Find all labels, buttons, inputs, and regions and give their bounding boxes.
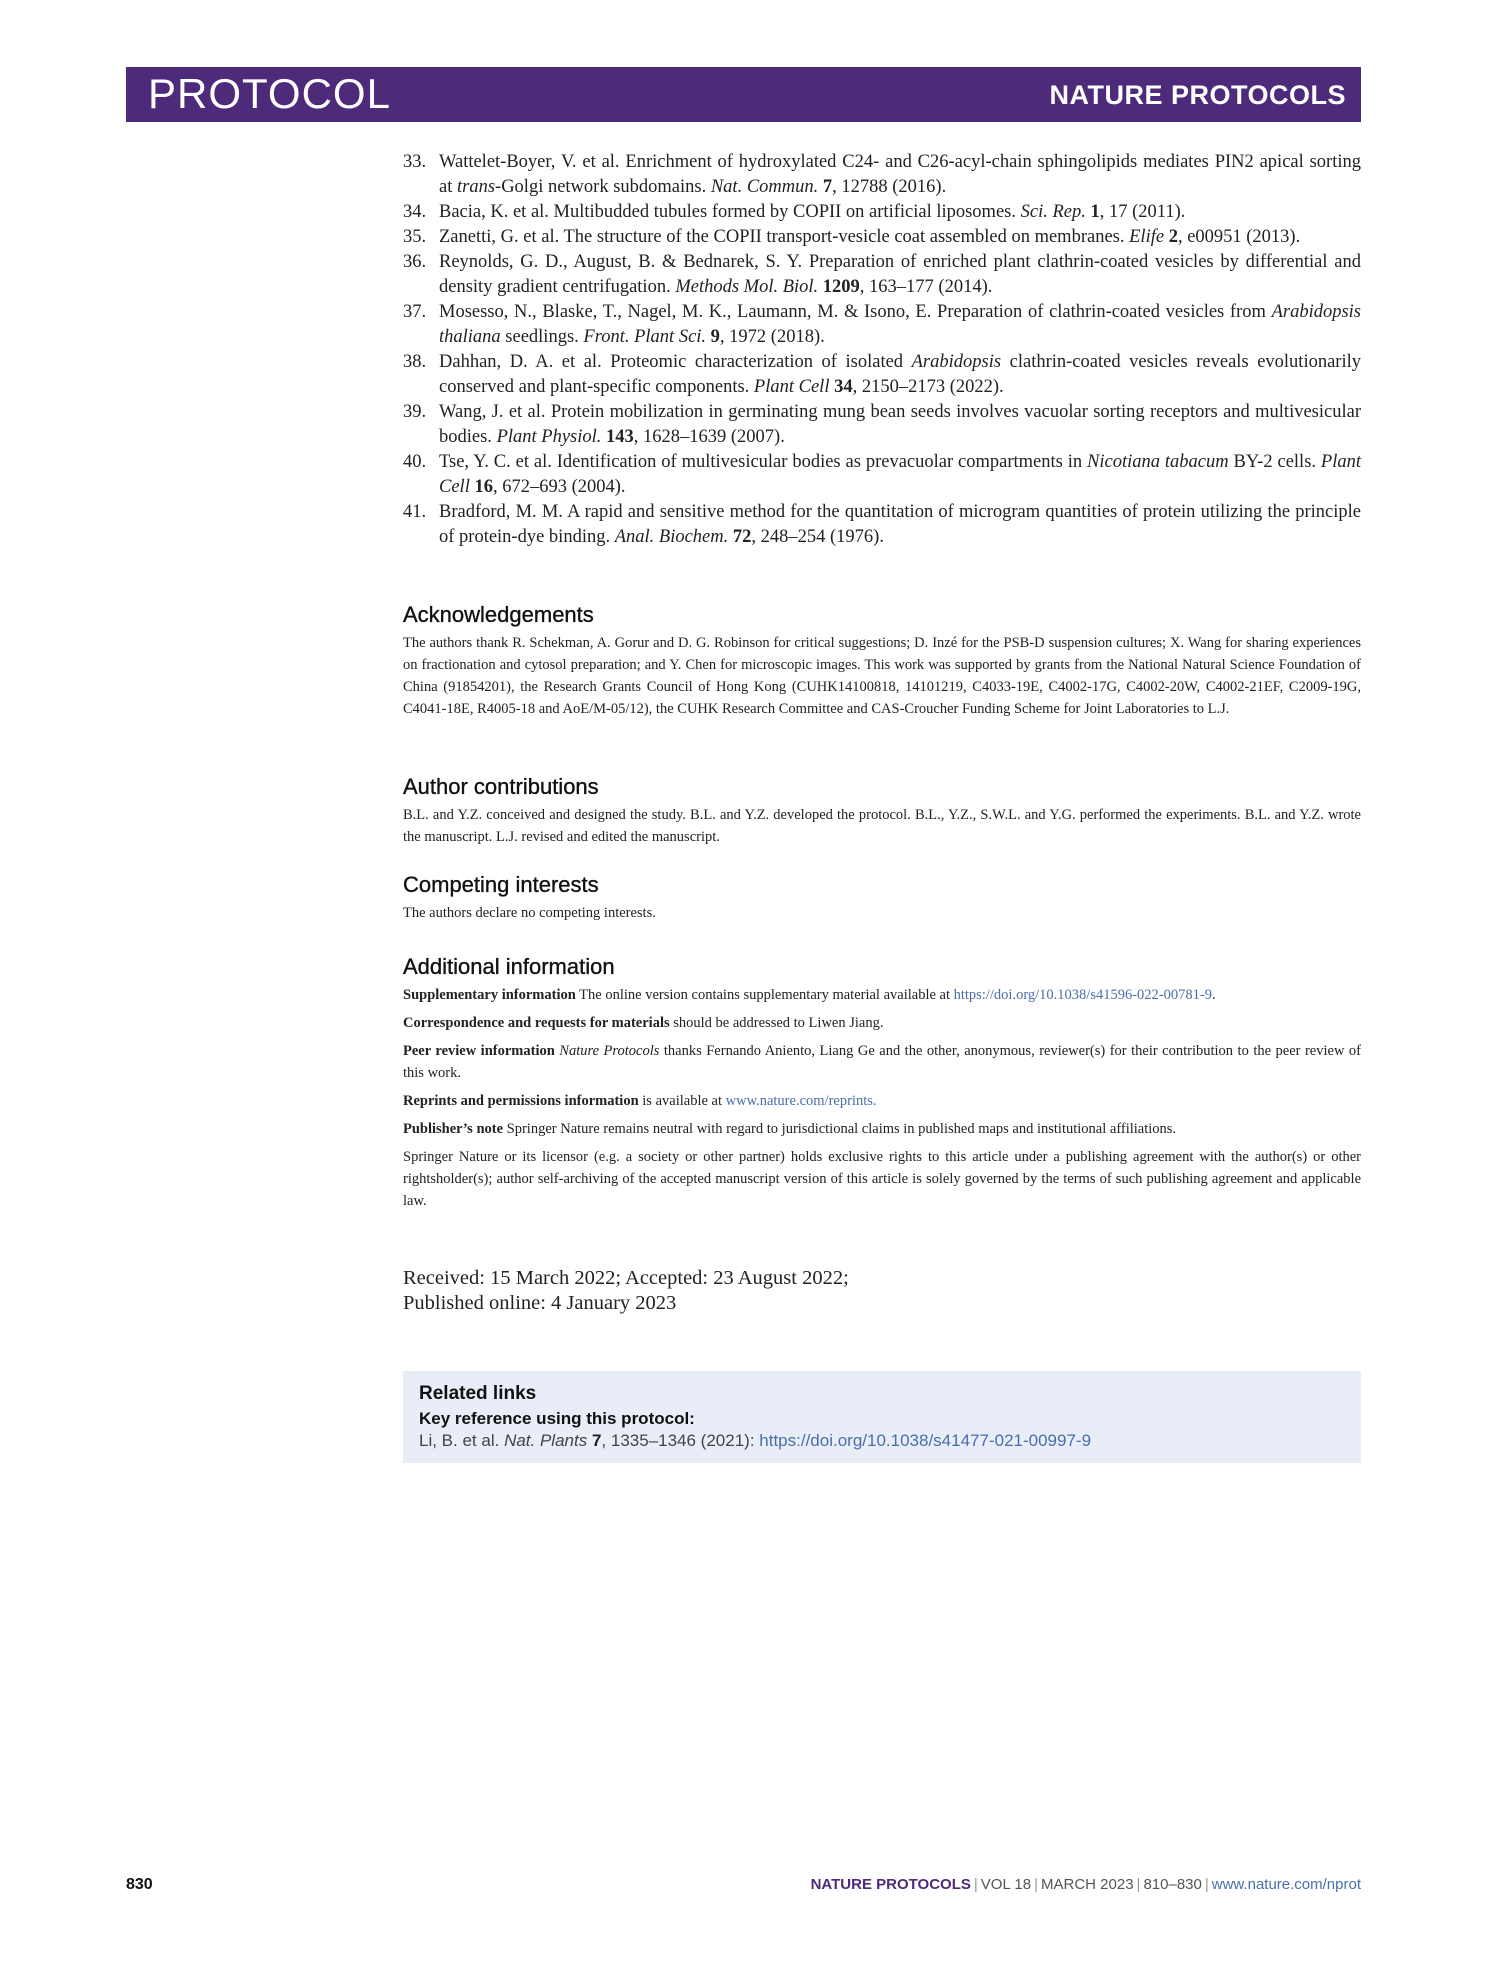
- reference-item: [403, 300, 1361, 350]
- related-reference: [419, 1431, 1091, 1451]
- reference-text: , 12788 (2016).: [832, 177, 947, 197]
- related-ref-pages: , 1335–1346 (2021):: [601, 1431, 755, 1450]
- reference-text: -Golgi network subdomains.: [495, 177, 711, 197]
- reference-number: 40.: [403, 452, 427, 472]
- author-contributions-text: B.L. and Y.Z. conceived and designed the study. B.L. and Y.Z. developed the protocol. B.L., Y.Z., S.W.L. and Y.G. performed the experiments. B.L. and Y.Z. wrote the manuscript. L.J. revised and edited the manuscript.: [403, 807, 1361, 845]
- reference-text: Wattelet-Boyer, V. et al. Enrichment of hydroxylated C24- and C26-acyl-chain sphingolipids mediates PIN2 apical sorting at: [439, 152, 1361, 197]
- reprints-link[interactable]: www.nature.com/reprints.: [725, 1093, 877, 1109]
- additional-information-section: [403, 954, 1361, 1218]
- reference-number: 35.: [403, 227, 427, 247]
- peer-review-label: Peer review information: [403, 1043, 555, 1059]
- reference-text: Tse, Y. C. et al. Identification of multivesicular bodies as prevacuolar compartments in: [439, 452, 1088, 472]
- reference-number: 36.: [403, 252, 427, 272]
- related-ref-volume: 7: [591, 1431, 602, 1450]
- reference-text: Mosesso, N., Blaske, T., Nagel, M. K., Laumann, M. & Isono, E. Preparation of clathrin-coated vesicles from: [439, 302, 1272, 322]
- related-links-box: [403, 1371, 1361, 1463]
- reference-text: Zanetti, G. et al. The structure of the COPII transport-vesicle coat assembled on membranes.: [439, 227, 1130, 247]
- reference-text: , 248–254 (1976).: [751, 527, 884, 547]
- acknowledgements-text: The authors thank R. Schekman, A. Gorur and D. G. Robinson for critical suggestions; D. Inzé for the PSB-D suspension cultures; X. Wang for sharing experiences on fractionation and cytosol preparation; and Y. Chen for microscopic images. This work was supported by grants from the National Natural Science Foundation of China (91854201), the Research Grants Council of Hong Kong (CUHK14100818, 14101219, C4033-19E, C4002-17G, C4002-20W, C4002-21EF, C2009-19G, C4041-18E, R4005-18 and AoE/M-05/12), the CUHK Research Committee and CAS-Croucher Funding Scheme for Joint Laboratories to L.J.: [403, 635, 1361, 717]
- reference-text: Methods Mol. Biol.: [675, 277, 819, 297]
- correspondence-text: should be addressed to Liwen Jiang.: [673, 1015, 884, 1031]
- peer-review-text: thanks Fernando Aniento, Liang Ge and the other, anonymous, reviewer(s) for their contribution to the peer review of this work.: [403, 1043, 1361, 1081]
- peer-review-info: [403, 1040, 1361, 1084]
- published-online-date: Published online: 4 January 2023: [403, 1292, 677, 1314]
- reference-text: 34: [834, 377, 853, 397]
- reference-text: Plant Physiol.: [496, 427, 602, 447]
- footer-url[interactable]: www.nature.com/nprot: [1211, 1876, 1361, 1893]
- page-number: 830: [126, 1876, 153, 1893]
- received-accepted-dates: Received: 15 March 2022; Accepted: 23 August 2022;: [403, 1267, 849, 1289]
- reference-number: 34.: [403, 202, 427, 222]
- reference-number: 39.: [403, 402, 427, 422]
- reference-text: seedlings.: [500, 327, 584, 347]
- supplementary-link[interactable]: https://doi.org/10.1038/s41596-022-00781-9: [953, 987, 1212, 1003]
- footer-issue-date: MARCH 2023: [1041, 1876, 1134, 1893]
- reference-text: Reynolds, G. D., August, B. & Bednarek, S. Y. Preparation of enriched plant clathrin-coated vesicles by differential and density gradient centrifugation.: [439, 252, 1361, 297]
- reference-number: 41.: [403, 502, 427, 522]
- reference-text: 1209: [822, 277, 860, 297]
- reference-list: [403, 150, 1361, 550]
- additional-information-heading: Additional information: [403, 954, 615, 979]
- reference-text: 72: [732, 527, 752, 547]
- reference-text: Nat. Commun.: [710, 177, 819, 197]
- reference-text: clathrin-coated vesicles reveals evolutionarily conserved and plant-specific components.: [439, 352, 1361, 397]
- reference-number: 38.: [403, 352, 427, 372]
- footer-volume: VOL 18: [980, 1876, 1032, 1893]
- reference-text: Front. Plant Sci.: [583, 327, 707, 347]
- reference-item: [403, 250, 1361, 300]
- peer-review-journal: Nature Protocols: [559, 1043, 660, 1059]
- reference-text: trans: [456, 177, 496, 197]
- footer-journal: NATURE PROTOCOLS: [810, 1876, 971, 1893]
- reference-text: BY-2 cells.: [1228, 452, 1321, 472]
- author-contributions-section: [403, 774, 1361, 854]
- correspondence-info: [403, 1012, 1361, 1034]
- footer-citation: NATURE PROTOCOLS | VOL 18 | MARCH 2023 | 810–830 | www.nature.com/nprot: [810, 1876, 1361, 1893]
- supplementary-label: Supplementary information: [403, 987, 576, 1003]
- reference-text: Anal. Biochem.: [614, 527, 729, 547]
- reference-text: Arabidopsis: [911, 352, 1002, 372]
- reference-text: Bradford, M. M. A rapid and sensitive method for the quantitation of microgram quantities of protein utilizing the principle of protein-dye binding.: [439, 502, 1361, 547]
- acknowledgements-heading: Acknowledgements: [403, 602, 594, 627]
- reference-item: [403, 450, 1361, 500]
- reference-number: 37.: [403, 302, 427, 322]
- competing-interests-heading: Competing interests: [403, 872, 599, 897]
- reference-item: [403, 225, 1361, 250]
- related-links-subtitle: Key reference using this protocol:: [419, 1409, 695, 1428]
- reference-item: [403, 500, 1361, 550]
- publisher-note: [403, 1118, 1361, 1140]
- reference-text: Wang, J. et al. Protein mobilization in germinating mung bean seeds involves vacuolar sorting receptors and multivesicular bodies.: [439, 402, 1361, 447]
- correspondence-label: Correspondence and requests for materials: [403, 1015, 670, 1031]
- reference-text: , 163–177 (2014).: [859, 277, 993, 297]
- rights-statement: Springer Nature or its licensor (e.g. a society or other partner) holds exclusive rights to this article under a publishing agreement with the author(s) or other rightsholder(s); author self-archiving of the accepted manuscript version of this article is solely governed by the terms of such publishing agreement and applicable law.: [403, 1149, 1361, 1209]
- reference-text: Plant Cell: [753, 377, 830, 397]
- reference-text: , 1628–1639 (2007).: [633, 427, 785, 447]
- reprints-label: Reprints and permissions information: [403, 1093, 639, 1109]
- reference-text: Nicotiana tabacum: [1087, 452, 1229, 472]
- supplementary-text: The online version contains supplementary material available at: [579, 987, 950, 1003]
- reference-text: 7: [822, 177, 833, 197]
- reference-item: [403, 350, 1361, 400]
- reference-text: 16: [474, 477, 493, 497]
- reference-text: , 2150–2173 (2022).: [852, 377, 1004, 397]
- related-ref-journal: Nat. Plants: [504, 1431, 588, 1450]
- reference-text: Elife: [1129, 227, 1165, 247]
- reference-text: 143: [606, 427, 634, 447]
- reprints-info: [403, 1090, 1361, 1112]
- reference-text: Dahhan, D. A. et al. Proteomic characterization of isolated: [439, 352, 912, 372]
- related-ref-authors: Li, B. et al.: [419, 1431, 500, 1450]
- reference-item: [403, 150, 1361, 200]
- acknowledgements-section: [403, 602, 1361, 726]
- journal-name: NATURE PROTOCOLS: [1049, 80, 1346, 110]
- reference-text: Bacia, K. et al. Multibudded tubules formed by COPII on artificial liposomes.: [439, 202, 1021, 222]
- related-links-title: Related links: [419, 1383, 537, 1404]
- publisher-note-label: Publisher’s note: [403, 1121, 504, 1137]
- competing-interests-section: [403, 872, 1361, 930]
- section-label: PROTOCOL: [148, 70, 391, 117]
- reference-text: 1: [1090, 202, 1100, 222]
- reference-text: Arabidopsis thaliana: [439, 302, 1361, 347]
- supplementary-info: Supplementary information The online version contains supplementary material available at https://doi.org/10.1038/s41596-022-00781-9.: [403, 987, 1216, 1003]
- footer-pages: 810–830: [1143, 1876, 1202, 1893]
- publisher-note-text: Springer Nature remains neutral with regard to jurisdictional claims in published maps and institutional affiliations.: [506, 1121, 1177, 1137]
- reference-text: Plant Cell: [439, 452, 1362, 497]
- reference-number: 33.: [403, 152, 427, 172]
- reference-text: Sci. Rep.: [1020, 202, 1086, 222]
- competing-interests-text: The authors declare no competing interests.: [403, 905, 656, 921]
- header-banner: [126, 67, 1361, 122]
- reference-item: [403, 400, 1361, 450]
- reference-text: 9: [710, 327, 720, 347]
- reference-text: , 1972 (2018).: [719, 327, 825, 347]
- author-contributions-heading: Author contributions: [403, 774, 599, 799]
- reprints-text: is available at: [642, 1093, 722, 1109]
- publication-dates: [403, 1266, 849, 1316]
- reference-text: , e00951 (2013).: [1177, 227, 1301, 247]
- reference-text: , 672–693 (2004).: [492, 477, 626, 497]
- reference-text: 2: [1168, 227, 1178, 247]
- reference-text: , 17 (2011).: [1099, 202, 1186, 222]
- related-ref-link[interactable]: https://doi.org/10.1038/s41477-021-00997-9: [759, 1431, 1092, 1450]
- reference-item: [403, 200, 1361, 225]
